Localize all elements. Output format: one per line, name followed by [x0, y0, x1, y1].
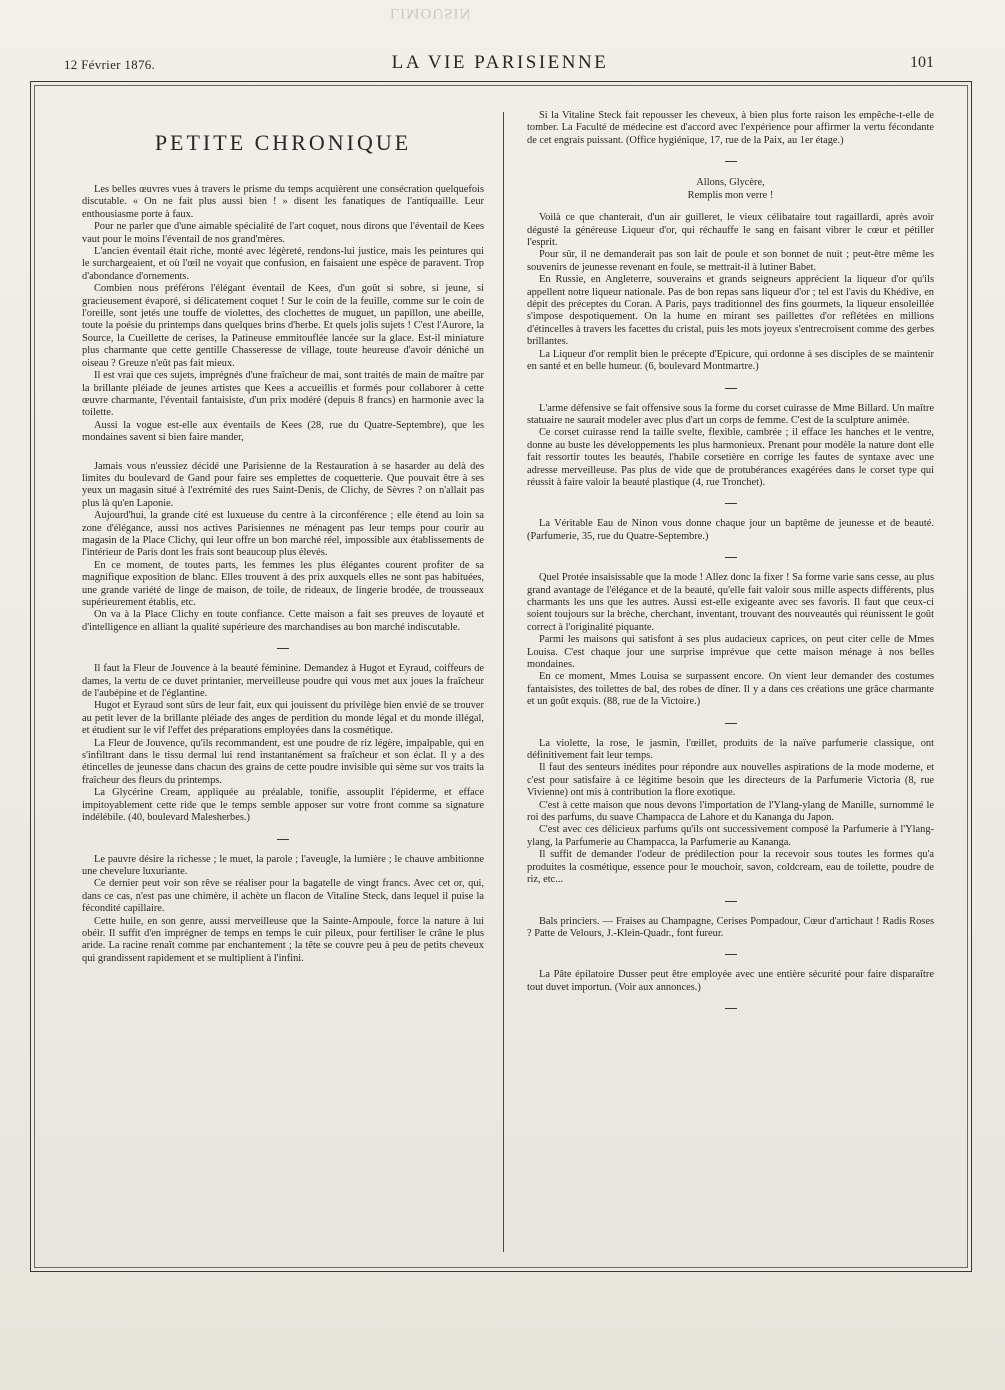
paragraph: La Liqueur d'or remplit bien le précepte d'Epicure, qui ordonne à ses disciples de se maintenir en santé et en belle humeur. (6, boulevard Montmartre.)	[527, 348, 934, 373]
paragraph: Pour ne parler que d'une aimable spécialité de l'art coquet, nous dirons que l'éventail de Kees vaut pour le moins l'éventail de nos grand'mères.	[82, 221, 484, 245]
paragraph: Cette huile, en son genre, aussi merveilleuse que la Sainte-Ampoule, force la nature à lui obéir. Il suffit d'en imprégner de temps en temps le cuir pileux, pour fertiliser le crâne le plus aride. La racine renaît comme par enchantement ; la tête se couvre peu à peu de petits cheveux qui grandissent rapidement et se multiplient à l'infini.	[82, 915, 484, 964]
verse	[527, 176, 934, 202]
page-number: 101	[910, 54, 934, 71]
paragraph: Aujourd'hui, la grande cité est luxueuse du centre à la circonférence ; elle étend au loin sa zone d'élégance, aussi nos actives Parisiennes ne ménagent pas leur temps pour courir au magasin de la Place Clichy, qui leur offre un bon marché réel, impossible aux établissements de l'intérieur de Paris dont les frais sont beaucoup plus élevés.	[82, 510, 484, 559]
paragraph: Bals princiers. — Fraises au Champagne, Cerises Pompadour, Cœur d'artichaut ! Radis Roses ? Patte de Velours, J.-Klein-Quadr., font fureur.	[527, 915, 934, 939]
paragraph: L'ancien éventail était riche, monté avec légèreté, rendons-lui justice, mais les peintures qui le surchargeaient, et où l'œil ne voyait que confusion, en faisaient une espèce de paravent. Trop d'abondance d'ornements.	[82, 246, 484, 282]
paragraph: Il est vrai que ces sujets, imprégnés d'une fraîcheur de mai, sont traités de main de maître par la brillante pléiade de jeunes artistes que Kees a accueillis et formés pour collaborer à cette œuvre charmante, l'éventail fantaisiste, d'un prix modéré (depuis 8 francs) en harmonie avec la toilette.	[82, 370, 484, 419]
paragraph: En Russie, en Angleterre, souverains et grands seigneurs apprécient la liqueur d'or qu'ils appellent notre liqueur nationale. Pas de bon repas sans liqueur d'or ; tel est l'avis du Khédive, en dépit des préceptes du Coran. A Paris, pays traditionnel des fins gourmets, la liqueur ensoleillée s'impose despotiquement. On la hume en mirant ses paillettes d'or reflétées en millions d'étincelles à travers les facettes du cristal, puis les mots joyeux s'entrecroisent comme des gerbes brillantes.	[527, 274, 934, 348]
paragraph: On va à la Place Clichy en toute confiance. Cette maison a fait ses preuves de loyauté et d'intelligence en alliant la qualité supérieure des marchandises au bon marché indiscutable.	[82, 609, 484, 633]
paragraph: En ce moment, Mmes Louisa se surpassent encore. On vient leur demander des costumes fantaisistes, des toilettes de bal, des robes de dîner. Il y a dans ces créations une grâce charmante et un goût exquis. (88, rue de la Victoire.)	[527, 671, 934, 708]
separator-dash	[725, 723, 737, 724]
separator-dash	[725, 161, 737, 162]
paragraph: Aussi la vogue est-elle aux éventails de Kees (28, rue du Quatre-Septembre), que les mondaines savent si bien faire mander,	[82, 419, 484, 444]
paragraph: Ce dernier peut voir son rêve se réaliser pour la bagatelle de vingt francs. Avec cet or, qui, dans ce cas, n'est pas une chimère, il achète un flacon de Vitaline Steck, dans lequel il puise la fécondité capillaire.	[82, 878, 484, 915]
paragraph: La Glycérine Cream, appliquée au préalable, tonifie, assouplit l'épiderme, et efface impitoyablement cette ride que le temps semble apposer sur votre front comme sa signature indélébile. (40, boulevard Malesherbes.)	[82, 787, 484, 824]
paragraph: Il faut la Fleur de Jouvence à la beauté féminine. Demandez à Hugot et Eyraud, coiffeurs de dames, la vertu de ce duvet printanier, merveilleuse poudre qui vous met aux joues la fraîcheur de l'aubépine et de l'églantine.	[82, 663, 484, 700]
separator-dash	[725, 503, 737, 504]
paragraph: C'est à cette maison que nous devons l'importation de l'Ylang-ylang de Manille, surnommé le roi des parfums, du suave Champacca de Lahore et du Kananga du Japon.	[527, 799, 934, 824]
paragraph: Le pauvre désire la richesse ; le muet, la parole ; l'aveugle, la lumière ; le chauve ambitionne une chevelure luxuriante.	[82, 853, 484, 877]
paragraph: En ce moment, de toutes parts, les femmes les plus élégantes courent profiter de sa magnifique exposition de blanc. Elles trouvent à des prix auxquels elles ne sont pas habituées, une grande variété de linge de maison, de toile, de rideaux, de lingerie brodée, de trousseaux supérieurement établis, etc.	[82, 559, 484, 608]
separator-dash	[725, 1008, 737, 1009]
separator-dash	[725, 901, 737, 902]
paragraph: C'est avec ces délicieux parfums qu'ils ont successivement composé la Parfumerie à l'Ylang-ylang, la Parfumerie au Champacca, la Parfumerie au Kananga.	[527, 824, 934, 848]
paragraph: Combien nous préférons l'élégant éventail de Kees, d'un goût si sobre, si jeune, si gracieusement évaporé, si délicatement coquet ! Sur le coin de la feuille, comme sur le coin de l'oreille, sont jetés une touffe de violettes, des clochettes de muguet, un papillon, une abeille, toute la poésie du printemps dans quelques brins d'herbe. Et quels jolis sujets ! C'est l'Aurore, la Source, la Cueillette de cerises, la Patineuse emmitouflée lancée sur la glace. Est-il miniature plus charmante que cette gentille Chasseresse de village, toute heureuse d'avoir déniché un oiseau ? Greuze n'eût pas fait mieux.	[82, 283, 484, 369]
publication-title: LA VIE PARISIENNE	[391, 52, 609, 73]
paragraph: Jamais vous n'eussiez décidé une Parisienne de la Restauration à se hasarder au delà des limites du boulevard de Gand pour faire ses emplettes de coquetterie. Que pouvait être à ses yeux un magasin situé à l'extrémité des rues Saint-Denis, de Clichy, de Sèvres ? on n'allait pas plus là qu'en Laponie.	[82, 460, 484, 509]
paragraph: Il suffit de demander l'odeur de prédilection pour la recevoir sous toutes les formes qu'a produites la cosmétique, essence pour le mouchoir, savon, coldcream, eau de toilette, poudre de riz, etc...	[527, 849, 934, 886]
verse-line: Remplis mon verre !	[687, 190, 774, 202]
paragraph: L'arme défensive se fait offensive sous la forme du corset cuirasse de Mme Billard. Un maître statuaire ne saurait modeler avec plus d'art un corps de femme. C'est de la sculpture animée.	[527, 402, 934, 426]
paragraph: Voilà ce que chanterait, d'un air guilleret, le vieux célibataire tout ragaillardi, après avoir dégusté la généreuse Liqueur d'or, qui réchauffe le sang en faisant vibrer le cœur et pétiller l'esprit.	[527, 212, 934, 249]
paragraph: Ce corset cuirasse rend la taille svelte, flexible, cambrée ; il efface les hanches et le ventre, donne au buste les développements les plus harmonieux. Prenant pour modèle la nature dont elle fait ressortir toutes les beautés, l'habile corsetière en corrige les fautes de syntaxe avec une adresse merveilleuse. Pas plus de vide que de protubérances exagérées dans le corset type qui réussit à faire valoir la beauté plastique (4, rue Tronchet).	[527, 427, 934, 488]
separator-dash	[277, 839, 289, 840]
bleed-through-text: LIMOUSIN	[390, 5, 472, 21]
paragraph: La violette, la rose, le jasmin, l'œillet, produits de la naïve parfumerie classique, ont définitivement fait leur temps.	[527, 737, 934, 762]
paragraph: Quel Protée insaisissable que la mode ! Allez donc la fixer ! Sa forme varie sans cesse, au plus grand avantage de l'élégance et de la beauté, qu'elle fait valoir sous mille aspects différents, plus charmants les uns que les autres. Aussi est-elle exigeante avec ses favoris. Il faut que ceux-ci soient toujours sur la brèche, cherchant, inventant, trouvant des nouveautés qui réunissent le goût correct à l'originalité piquante.	[527, 572, 934, 633]
paragraph: Parmi les maisons qui satisfont à ses plus audacieux caprices, on peut citer celle de Mmes Louisa. C'est chaque jour une surprise imprévue que cette maison ménage à nos belles mondaines.	[527, 634, 934, 670]
section-gap	[82, 445, 484, 461]
page-header	[32, 52, 968, 78]
paragraph: Hugot et Eyraud sont sûrs de leur fait, eux qui jouissent du privilège bien envié de se trouver au petit lever de la brillante pléiade des anges de perdition du monde légal et du monde illégal, et étudient sur le vif l'effet des préparations employées dans la cosmétique.	[82, 700, 484, 737]
right-column	[527, 110, 934, 1023]
separator-dash	[725, 388, 737, 389]
separator-dash	[725, 557, 737, 558]
paragraph: La Pâte épilatoire Dusser peut être employée avec une entière sécurité pour faire disparaître tout duvet importun. (Voir aux annonces.)	[527, 969, 934, 993]
paragraph: Si la Vitaline Steck fait repousser les cheveux, à bien plus forte raison les empêche-t-elle de tomber. La Faculté de médecine est d'accord avec l'expérience pour affirmer la vertu fécondante de cet engrais puissant. (Office hygiénique, 17, rue de la Paix, au 1er étage.)	[527, 110, 934, 146]
paragraph: Il faut des senteurs inédites pour répondre aux nouvelles aspirations de la mode moderne, et c'est pour satisfaire à ce légitime besoin que les directeurs de la Parfumerie Victoria (8, rue Vivienne) ont mis à contribution la flore exotique.	[527, 762, 934, 799]
verse-line: Allons, Glycère,	[696, 177, 765, 189]
paragraph: La Véritable Eau de Ninon vous donne chaque jour un baptême de jeunesse et de beauté. (Parfumerie, 35, rue du Quatre-Septembre.)	[527, 518, 934, 542]
section-title: PETITE CHRONIQUE	[154, 130, 412, 155]
left-column	[82, 110, 484, 965]
paragraph: Les belles œuvres vues à travers le prisme du temps acquièrent une consécration quelquefois discutable. « On ne fait plus aussi bien ! » disent les fanatiques de l'antiquaille. Leur enthousiasme porte à faux.	[82, 184, 484, 220]
paragraph: La Fleur de Jouvence, qu'ils recommandent, est une poudre de riz légère, impalpable, qui en s'infiltrant dans le tissu dermal lui rend instantanément sa fraîcheur et son éclat. Il y a des étincelles de jeunesse dans chacun des grains de cette poudre invisible qui sème sur vos traits la fraîcheur des fleurs du printemps.	[82, 737, 484, 786]
column-divider	[503, 112, 504, 1252]
separator-dash	[725, 954, 737, 955]
paragraph: Pour sûr, il ne demanderait pas son lait de poule et son bonnet de nuit ; peut-être même les souvenirs de jeunesse revenant en foule, se mettrait-il à lutiner Babet.	[527, 249, 934, 273]
separator-dash	[277, 648, 289, 649]
issue-date: 12 Février 1876.	[64, 57, 156, 72]
